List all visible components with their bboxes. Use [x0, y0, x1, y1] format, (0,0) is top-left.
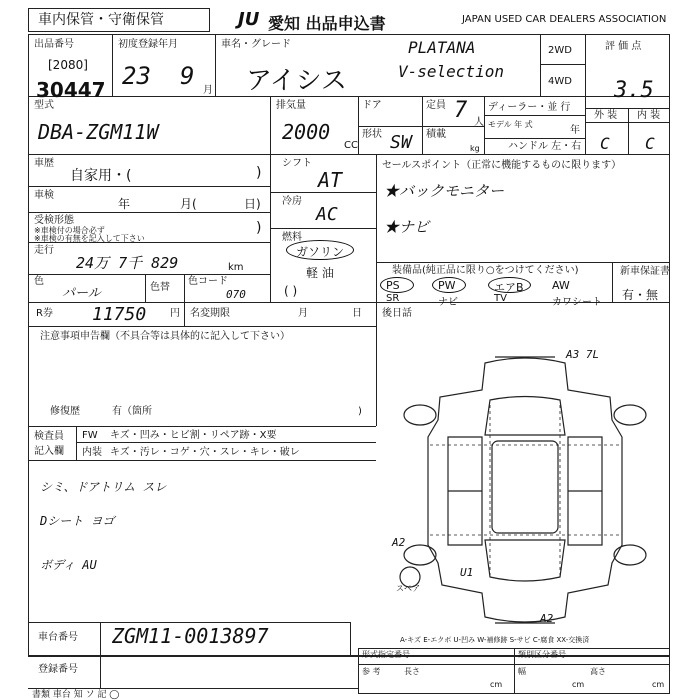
- remark-2: Dシート ヨゴ: [40, 514, 115, 528]
- history-value: 自家用・(: [70, 168, 132, 184]
- divider: [28, 186, 270, 187]
- storage-label: 車内保管・守衛保管: [38, 12, 164, 28]
- color-code-label: 色コード: [188, 276, 228, 287]
- equipment-circle-mark: [432, 277, 466, 293]
- form-title: 愛知 出品申込書: [268, 14, 386, 33]
- reference-label: 参 考: [362, 667, 381, 676]
- divider: [270, 96, 271, 154]
- remark-1: シミ、ドアトリム スレ: [40, 480, 167, 494]
- recycle-value: 11750: [92, 304, 147, 325]
- divider: [585, 122, 670, 123]
- receiving-note2: ※車検の有無を記入して下さい: [34, 234, 145, 243]
- fuel-diesel: 軽 油: [306, 266, 334, 280]
- equipment-item-5: SR: [386, 293, 400, 304]
- divider: [540, 34, 541, 96]
- warranty-label: 新車保証書: [620, 266, 670, 277]
- divider: [350, 622, 351, 656]
- color-label: 色: [34, 276, 44, 287]
- after-label: 後日話: [382, 308, 412, 319]
- mileage-value: 24万 7千 829: [76, 254, 179, 272]
- name-change-label: 名変期限: [190, 308, 230, 319]
- load-label: 積載: [426, 129, 446, 140]
- entry-label: 記入欄: [34, 446, 64, 457]
- month-suffix: 月: [203, 85, 213, 96]
- shape-label: 形状: [362, 129, 382, 140]
- association-name: JAPAN USED CAR DEALERS ASSOCIATION: [462, 14, 667, 25]
- history-close: ): [256, 165, 262, 181]
- equipment-item-6: ナビ: [438, 297, 458, 308]
- divider: [422, 96, 423, 154]
- inspection-day: 日): [244, 197, 261, 211]
- history-label: 車歴: [34, 158, 54, 169]
- remark-3: ボディ AU: [40, 558, 97, 572]
- divider: [112, 34, 113, 96]
- equipment-item-4: AW: [552, 279, 570, 292]
- chassis-value: ZGM11-0013897: [112, 624, 269, 648]
- kg-unit: kg: [470, 144, 480, 153]
- divider: [376, 154, 377, 302]
- repair-close: ): [358, 406, 362, 417]
- divider: [376, 262, 670, 263]
- km-unit: km: [228, 262, 244, 273]
- fuel-other: ( ): [284, 284, 298, 298]
- divider: [270, 192, 376, 193]
- sales-point-2: ★ナビ: [384, 218, 430, 236]
- displacement-value: 2000: [282, 120, 331, 144]
- drive-2wd: 2WD: [548, 45, 572, 56]
- equipment-item-1: PS: [386, 279, 400, 292]
- divider: [215, 34, 216, 96]
- width-label: 幅: [518, 667, 526, 676]
- damage-mark-left: A2: [392, 536, 406, 549]
- notes-label: 注意事項申告欄（不具合等は具体的に記入して下さい）: [40, 331, 290, 342]
- interior-items: キズ・汚レ・コゲ・穴・スレ・キレ・破レ: [110, 447, 300, 458]
- length-label: 長さ: [404, 667, 420, 676]
- mileage-label: 走行: [34, 245, 54, 256]
- repair-label: 修復歴: [50, 406, 80, 417]
- fw-label: FW: [82, 430, 98, 441]
- equipment-item-8: カワシート: [552, 297, 602, 308]
- first-reg-year: 23: [122, 62, 151, 90]
- divider: [28, 212, 270, 213]
- damage-mark-left2: U1: [460, 566, 474, 579]
- color-value: パール: [62, 286, 101, 301]
- divider: [484, 138, 585, 139]
- interior-grade: C: [645, 134, 655, 153]
- equipment-item-3: エアB: [494, 281, 524, 294]
- warranty-value: 有・無: [622, 288, 659, 302]
- exterior-label: 外 装: [594, 110, 618, 121]
- model-label: 車名・グレード: [221, 39, 291, 50]
- divider: [28, 688, 358, 689]
- color-change-label: 色替: [150, 282, 170, 293]
- dealer-label: ディーラー・並 行: [488, 102, 571, 113]
- equipment-item-7: TV: [494, 293, 507, 304]
- divider: [358, 96, 359, 154]
- divider: [76, 442, 376, 443]
- spare-label: スペア: [396, 584, 420, 593]
- receiving-label: 受検形態: [34, 215, 74, 226]
- recycle-label: R券: [36, 308, 53, 319]
- door-label: ドア: [362, 100, 382, 111]
- divider: [28, 274, 270, 275]
- chassis-label: 車台番号: [38, 632, 78, 643]
- divider: [28, 96, 670, 97]
- capacity-value: 7: [454, 98, 468, 123]
- divider: [184, 302, 185, 326]
- handle-label: ハンドル 左・右: [508, 141, 582, 152]
- equipment-circle-mark: [488, 277, 531, 293]
- registration-label: 登録番号: [38, 664, 78, 675]
- divider: [100, 622, 101, 688]
- capacity-label: 定員: [426, 100, 446, 111]
- divider: [484, 96, 485, 154]
- divider: [28, 426, 376, 427]
- repair-value: 有（箇所: [112, 406, 152, 417]
- first-reg-label: 初度登録年月: [118, 39, 178, 50]
- model-year-label: モデル 年 式: [488, 120, 533, 129]
- fuel-gasoline: ガソリン: [296, 245, 345, 259]
- divider: [514, 648, 515, 694]
- inspection-month: 月(: [180, 197, 197, 211]
- divider: [358, 664, 670, 665]
- inspection-label: 車検: [34, 190, 54, 201]
- divider: [28, 622, 350, 623]
- first-reg-month: 9: [180, 62, 195, 90]
- height-unit: cm: [652, 680, 665, 689]
- lot-number: 30447: [36, 78, 106, 102]
- damage-mark-bottom: A2: [540, 612, 554, 625]
- divider: [358, 126, 484, 127]
- damage-legend: A-キズ E-エクボ U-凹み W-補修跡 S-サビ C-腐食 XX-交換済: [400, 636, 590, 644]
- car-diagram: [390, 345, 660, 635]
- divider: [184, 274, 185, 302]
- sales-point-1: ★バックモニター: [384, 182, 505, 200]
- drive-4wd: 4WD: [548, 76, 572, 87]
- interior-label: 内 装: [637, 110, 661, 121]
- grade-line1: PLATANA: [408, 38, 476, 57]
- year-unit: 年: [570, 125, 580, 136]
- category-number-label: 類別区分番号: [518, 650, 566, 659]
- lot-label: 出品番号: [34, 39, 74, 50]
- cc-unit: CC: [344, 140, 358, 151]
- grade-line2: V-selection: [398, 62, 504, 81]
- shift-value: AT: [318, 168, 343, 192]
- name-change-day: 日: [352, 308, 362, 319]
- shape-value: SW: [390, 132, 412, 153]
- height-label: 高さ: [590, 667, 606, 676]
- person-unit: 人: [474, 117, 484, 128]
- equipment-item-2: PW: [438, 279, 456, 292]
- exterior-grade: C: [600, 134, 610, 153]
- model-name: アイシス: [246, 66, 347, 96]
- ac-value: AC: [316, 204, 338, 225]
- rating-value: 3.5: [614, 78, 654, 103]
- form-number-label: 形式指定番号: [362, 650, 410, 659]
- equipment-circle-mark: [380, 277, 414, 293]
- damage-mark-top: A3 7L: [566, 348, 600, 361]
- divider: [540, 64, 585, 65]
- divider: [270, 228, 376, 229]
- fuel-label: 燃料: [282, 232, 302, 243]
- ac-label: 冷房: [282, 196, 302, 207]
- receiving-note1: ※車検付の場合必ず: [34, 226, 105, 235]
- divider: [28, 326, 376, 327]
- lot-prefix: [2080]: [48, 58, 88, 72]
- width-unit: cm: [572, 680, 585, 689]
- length-unit: cm: [490, 680, 503, 689]
- type-label: 型式: [34, 100, 54, 111]
- fw-items: キズ・凹み・ヒビ割・リペア跡・X要: [110, 430, 277, 441]
- type-value: DBA-ZGM11W: [38, 120, 159, 144]
- divider: [612, 262, 613, 302]
- divider: [145, 274, 146, 302]
- yen-unit: 円: [170, 308, 180, 319]
- interior-items-label: 内装: [82, 447, 102, 458]
- shift-label: シフト: [282, 158, 312, 169]
- divider: [484, 115, 585, 116]
- inspection-year: 年: [118, 197, 131, 211]
- equipment-label: 装備品(純正品に限り○をつけてください): [392, 265, 579, 276]
- divider: [628, 108, 629, 154]
- rating-label: 評 価 点: [605, 41, 642, 52]
- divider: [28, 460, 376, 461]
- divider: [76, 426, 77, 460]
- color-code-value: 070: [226, 288, 246, 301]
- receiving-close: ): [256, 220, 262, 236]
- divider: [585, 34, 586, 154]
- name-change-month: 月: [298, 308, 308, 319]
- inspector-label: 検査員: [34, 431, 64, 442]
- divider: [28, 154, 670, 155]
- ju-logo: JU: [238, 9, 260, 30]
- sales-points-label: セールスポイント（正常に機能するものに限ります）: [382, 160, 622, 171]
- divider: [376, 302, 377, 426]
- displacement-label: 排気量: [276, 100, 306, 111]
- footer-strip: 書類 車台 知 ソ 記 ◯: [32, 690, 120, 700]
